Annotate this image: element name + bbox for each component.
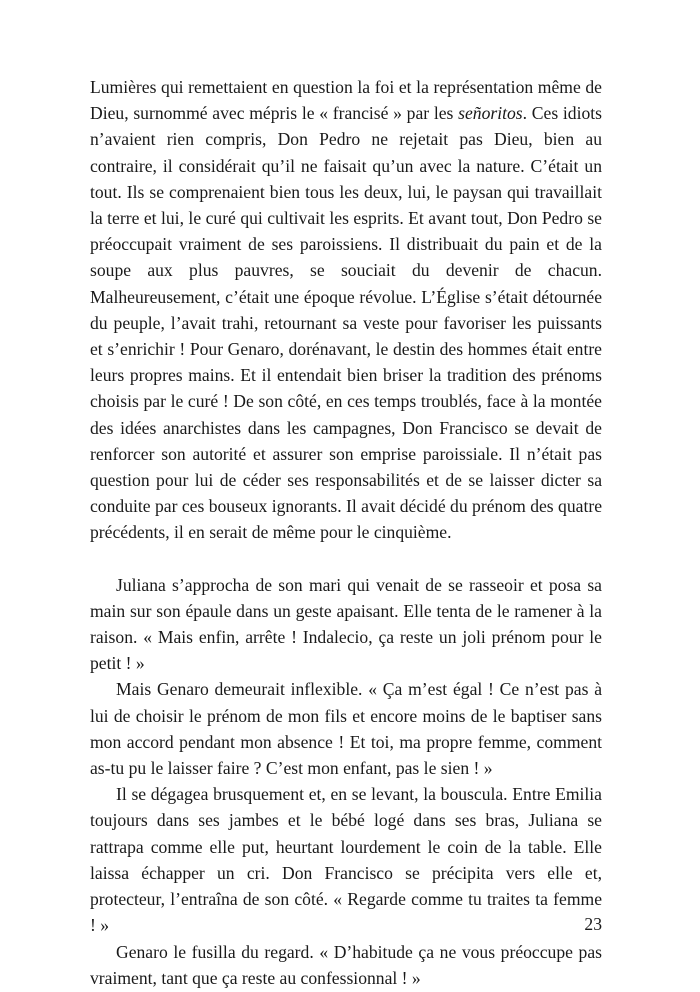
page-body <box>90 74 602 991</box>
paragraph-1-after: . Ces idiots n’avaient rien compris, Don Pedro ne rejetait pas Dieu, bien au contraire, il considérait qu’il ne faisait qu’un avec la nature. C’était un tout. Ils se comprenaient bien tous les deux, lui, le paysan qui travaillait la terre et lui, le curé qui cultivait les esprits. Et avant tout, Don Pedro se préoccupait vraiment de ses paroissiens. Il distribuait du pain et de la soupe aux plus pauvres, se souciait du devenir de chacun. Malheureusement, c’était une époque révolue. L’Église s’était détournée du peuple, l’avait trahi, retournant sa veste pour favoriser les puissants et s’enrichir ! Pour Genaro, dorénavant, le destin des hommes était entre leurs propres mains. Et il entendait bien briser la tradition des prénoms choisis par le curé ! De son côté, en ces temps troublés, face à la montée des idées anarchistes dans les campagnes, Don Francisco se devait de renforcer son autorité et assurer son emprise paroissiale. Il n’était pas question pour lui de céder ses responsabilités et de se laisser dicter sa conduite par ces bouseux ignorants. Il avait décidé du prénom des quatre précédents, il en serait de même pour le cinquième. <box>90 103 603 543</box>
paragraph-gap <box>90 546 602 572</box>
paragraph-4: Il se dégagea brusquement et, en se levant, la bouscula. Entre Emilia toujours dans ses jambes et le bébé logé dans ses bras, Juliana se rattrapa comme elle put, heurtant lourdement le coin de la table. Elle laissa échapper un cri. Don Francisco se précipita vers elle et, protecteur, l’entraîna de son côté. « Regarde comme tu traites ta femme ! » <box>90 784 602 936</box>
paragraph-1-before: Lumières qui remettaient en question la foi et la représentation même de Dieu, surnommé avec mépris le « francisé » par les <box>90 77 602 124</box>
paragraph-1 <box>90 74 602 546</box>
page-number: 23 <box>584 914 602 934</box>
paragraph-5: Genaro le fusilla du regard. « D’habitude ça ne vous préoccupe pas vraiment, tant que ça reste au confessionnal ! » <box>90 941 602 988</box>
paragraph-1-italic: señoritos <box>458 103 523 124</box>
paragraph-3: Mais Genaro demeurait inflexible. « Ça m’est égal ! Ce n’est pas à lui de choisir le prénom de mon fils et encore moins de le baptiser sans mon accord pendant mon absence ! Et toi, ma propre femme, comment as-tu pu le laisser faire ? C’est mon enfant, pas le sien ! » <box>90 679 602 779</box>
paragraph-2: Juliana s’approcha de son mari qui venait de se rasseoir et posa sa main sur son épaule dans un geste apaisant. Elle tenta de le ramener à la raison. « Mais enfin, arrête ! Indalecio, ça reste un joli prénom pour le petit ! » <box>90 574 602 674</box>
